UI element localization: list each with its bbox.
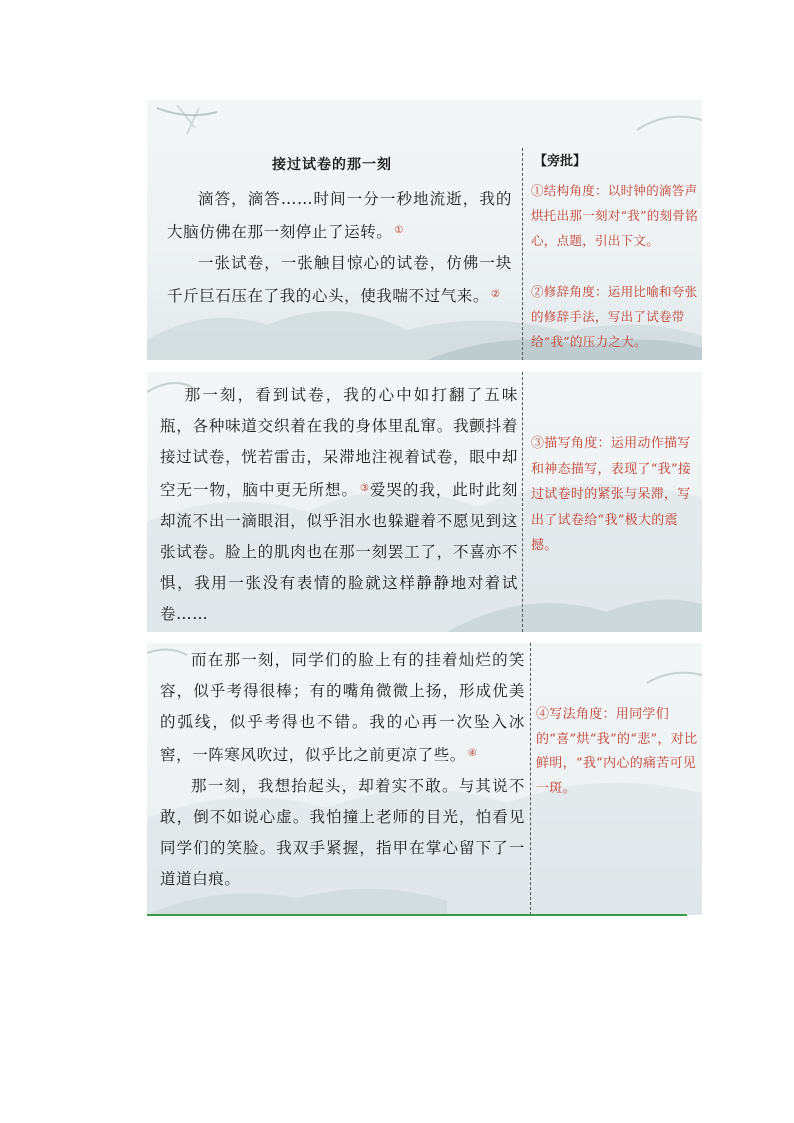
paragraph-text: 而在那一刻，同学们的脸上有的挂着灿烂的笑容，似乎考得很棒；有的嘴角微微上扬，形成优美的弧线，似乎考得也不错。我的心再一次坠入冰窖，一阵寒风吹过，似乎比之前更凉了些。 xyxy=(160,651,525,764)
paragraph xyxy=(160,380,518,630)
paragraph-text: 那一刻，看到试卷，我的心中如打翻了五味瓶，各种味道交织着在我的身体里乱窜。我颤抖着接过试卷，恍若雷击，呆滞地注视着试卷，眼中却空无一物，脑中更无所想。 xyxy=(160,386,518,499)
annotation-marker: ③ xyxy=(359,483,370,494)
essay-text-panel-3 xyxy=(160,645,525,895)
note-text: ①结构角度：以时钟的滴答声烘托出那一刻对“我”的刻骨铭心，点题，引出下文。 xyxy=(531,183,698,248)
side-note-2 xyxy=(531,279,701,354)
annotation-divider xyxy=(522,372,523,632)
paragraph xyxy=(167,248,512,312)
annotation-marker: ④ xyxy=(467,748,478,759)
side-notes-label: 【旁批】 xyxy=(534,154,587,169)
essay-text-panel-1 xyxy=(167,184,512,312)
bottom-rule xyxy=(147,914,687,916)
essay-title: 接过试卷的那一刻 xyxy=(272,157,392,173)
annotation-marker: ② xyxy=(491,289,501,300)
note-text: ③描写角度：运用动作描写和神态描写，表现了“我”接过试卷时的紧张与呆滞，写出了试卷给“我”极大的震撼。 xyxy=(531,436,692,553)
annotation-divider xyxy=(530,643,531,915)
note-text: ②修辞角度：运用比喻和夸张的修辞手法，写出了试卷带给“我”的压力之大。 xyxy=(531,284,698,349)
paragraph-text: 一张试卷，一张触目惊心的试卷，仿佛一块千斤巨石压在了我的心头，使我喘不过气来。 xyxy=(167,254,512,305)
side-note-1 xyxy=(531,178,701,253)
paragraph xyxy=(160,645,525,771)
side-note-4 xyxy=(536,703,701,801)
paragraph xyxy=(160,771,525,895)
side-note-3 xyxy=(531,431,703,559)
paragraph-text: 爱哭的我，此时此刻却流不出一滴眼泪，似乎泪水也躲避着不愿见到这张试卷。脸上的肌肉也在那一刻罢工了，不喜亦不惧，我用一张没有表情的脸就这样静静地对着试卷…… xyxy=(160,481,518,623)
essay-text-panel-2 xyxy=(160,380,518,630)
paragraph xyxy=(167,184,512,248)
annotation-divider xyxy=(522,148,523,360)
annotation-marker: ① xyxy=(394,225,404,236)
paragraph-text: 那一刻，我想抬起头，却着实不敢。与其说不敢，倒不如说心虚。我怕撞上老师的目光，怕看见同学们的笑脸。我双手紧握，指甲在掌心留下了一道道白痕。 xyxy=(160,777,525,888)
paragraph-text: 滴答，滴答……时间一分一秒地流逝，我的大脑仿佛在那一刻停止了运转。 xyxy=(167,190,512,241)
note-text: ④写法角度：用同学们的“喜”烘“我”的“悲”，对比鲜明，“我”内心的痛苦可见一斑。 xyxy=(536,707,698,796)
